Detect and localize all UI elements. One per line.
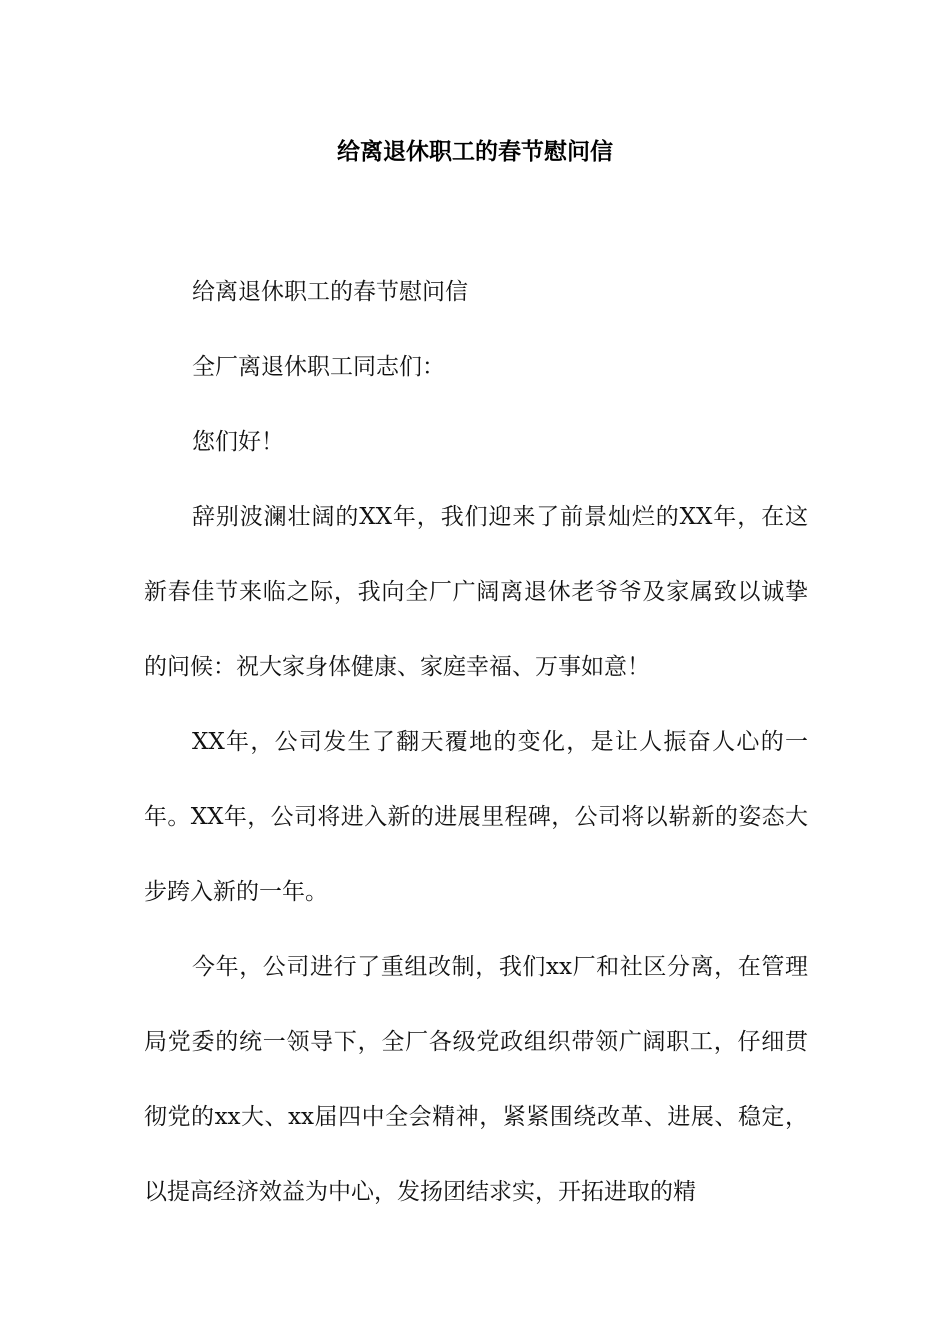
paragraph-restructuring: 今年，公司进行了重组改制，我们xx厂和社区分离，在管理局党委的统一领导下，全厂各级党政组织带领广阔职工，仔细贯彻党的xx大、xx届四中全会精神，紧紧围绕改革、进展、稳定，以提高经济效益为中心，发扬团结求实，开拓进取的精 <box>144 954 808 1205</box>
paragraph-new-year-wishes: 辞别波澜壮阔的XX年，我们迎来了前景灿烂的XX年，在这新春佳节来临之际，我向全厂广阔离退休老爷爷及家属致以诚挚的问候：祝大家身体健康、家庭幸福、万事如意！ <box>144 504 808 680</box>
document-title: 给离退休职工的春节慰问信 <box>337 138 613 165</box>
paragraph-salutation: 全厂离退休职工同志们： <box>192 354 445 380</box>
paragraph-greeting: 您们好！ <box>192 429 284 455</box>
paragraph-heading: 给离退休职工的春节慰问信 <box>192 279 468 305</box>
document-body <box>144 255 808 1230</box>
paragraph-company-changes: XX年，公司发生了翻天覆地的变化，是让人振奋人心的一年。XX年，公司将进入新的进展里程碑，公司将以崭新的姿态大步跨入新的一年。 <box>144 729 808 905</box>
